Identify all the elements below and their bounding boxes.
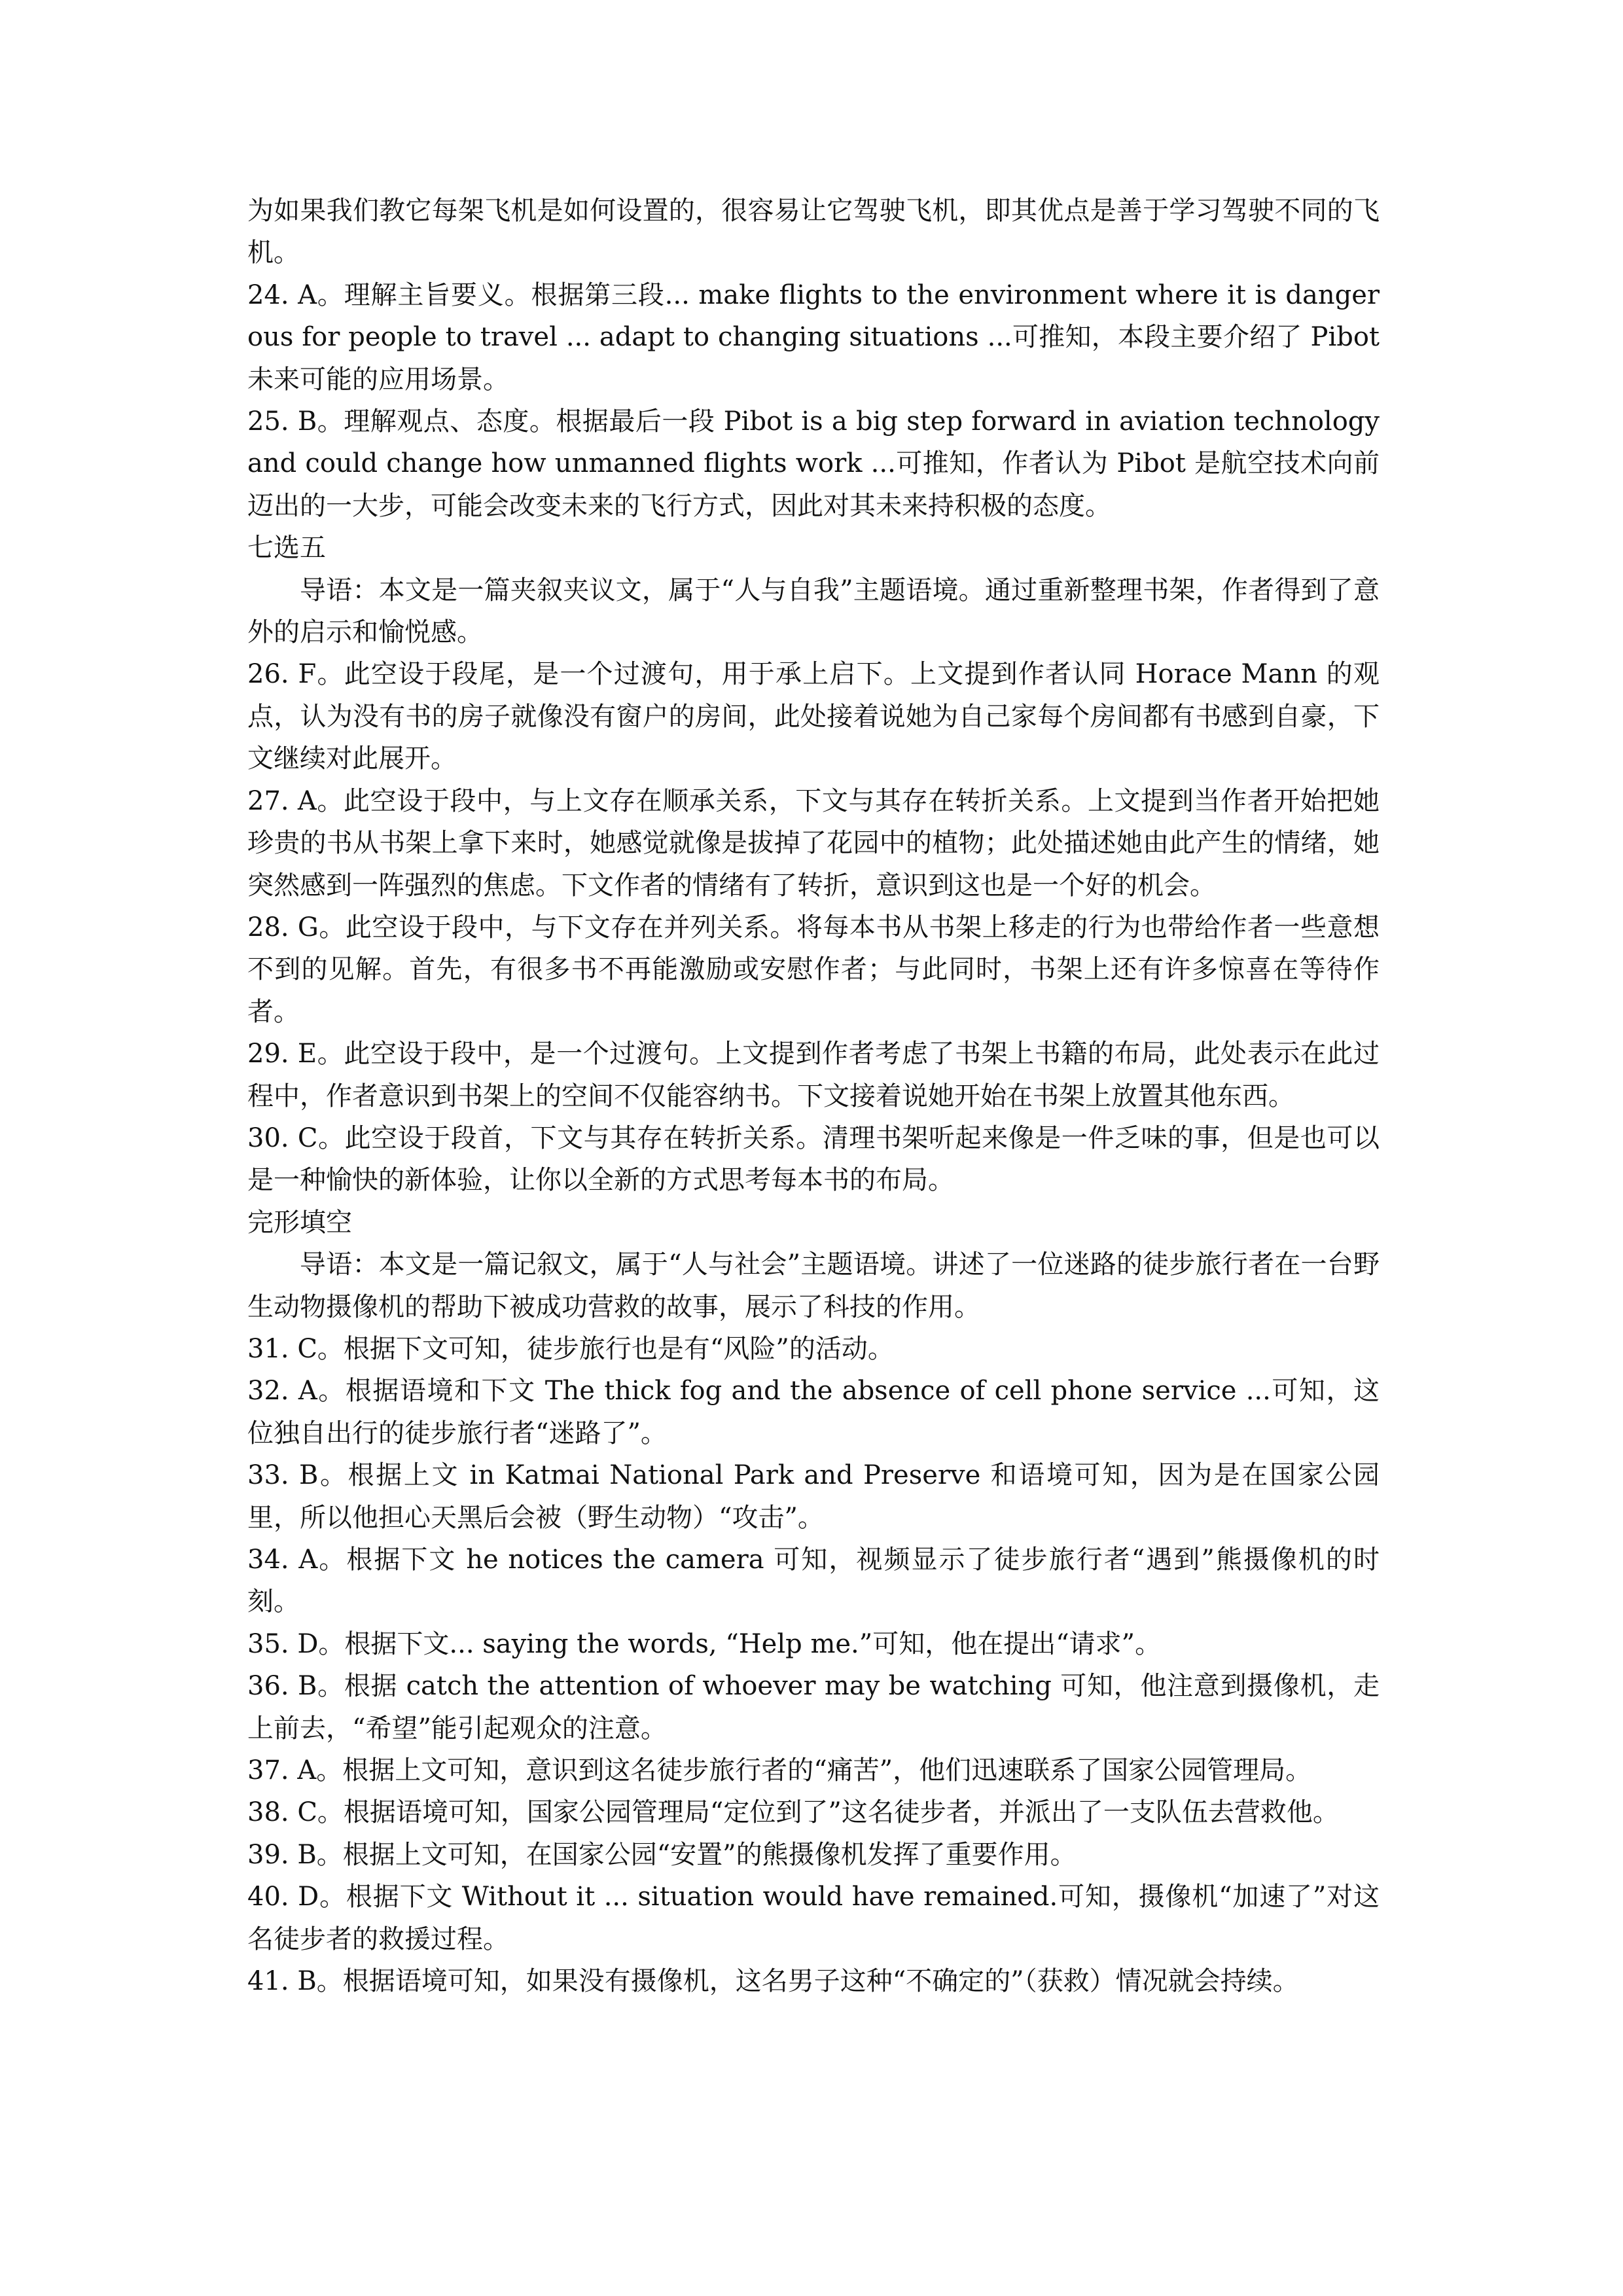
answer-27: 27. A。此空设于段中，与上文存在顺承关系，下文与其存在转折关系。上文提到当作者开始把她珍贵的书从书架上拿下来时，她感觉就像是拔掉了花园中的植物；此处描述她由此产生的情绪，她突然感到一阵强烈的焦虑。下文作者的情绪有了转折，意识到这也是一个好的机会。	[247, 785, 1380, 901]
answer-24: 24. A。理解主旨要义。根据第三段... make flights to the environment where it is dangerous for people to travel ... adapt to changing situations ...可推知，本段主要介绍了 Pibot 未来可能的应用场景。	[247, 279, 1380, 395]
answer-31: 31. C。根据下文可知，徒步旅行也是有“风险”的活动。	[247, 1333, 894, 1364]
answer-37: 37. A。根据上文可知，意识到这名徒步旅行者的“痛苦”，他们迅速联系了国家公园管理局。	[247, 1755, 1312, 1786]
answer-26: 26. F。此空设于段尾，是一个过渡句，用于承上启下。上文提到作者认同 Horace Mann 的观点，认为没有书的房子就像没有窗户的房间，此处接着说她为自己家每个房间都有书感到自豪，下文继续对此展开。	[247, 659, 1380, 774]
answer-39: 39. B。根据上文可知，在国家公园“安置”的熊摄像机发挥了重要作用。	[247, 1839, 1077, 1870]
answer-32: 32. A。根据语境和下文 The thick fog and the absence of cell phone service ...可知，这位独自出行的徒步旅行者“迷路了”。	[247, 1376, 1380, 1448]
answer-38: 38. C。根据语境可知，国家公园管理局“定位到了”这名徒步者，并派出了一支队伍去营救他。	[247, 1797, 1339, 1828]
intro-cloze: 导语：本文是一篇记叙文，属于“人与社会”主题语境。讲述了一位迷路的徒步旅行者在一台野生动物摄像机的帮助下被成功营救的故事，展示了科技的作用。	[247, 1249, 1380, 1322]
answer-34: 34. A。根据下文 he notices the camera 可知，视频显示了徒步旅行者“遇到”熊摄像机的时刻。	[247, 1545, 1380, 1617]
document-page	[247, 190, 1380, 2002]
answer-36: 36. B。根据 catch the attention of whoever may be watching 可知，他注意到摄像机，走上前去，“希望”能引起观众的注意。	[247, 1671, 1380, 1744]
answer-25: 25. B。理解观点、态度。根据最后一段 Pibot is a big step forward in aviation technology and could change how unmanned flights work ...可推知，作者认为 Pibot 是航空技术向前迈出的一大步，可能会改变未来的飞行方式，因此对其未来持积极的态度。	[247, 406, 1380, 521]
section-heading-cloze: 完形填空	[247, 1207, 352, 1238]
answer-35: 35. D。根据下文... saying the words, “Help me.”可知，他在提出“请求”。	[247, 1628, 1162, 1659]
intro-seven-choose-five: 导语：本文是一篇夹叙夹议文，属于“人与自我”主题语境。通过重新整理书架，作者得到了意外的启示和愉悦感。	[247, 575, 1380, 648]
paragraph-continuation: 为如果我们教它每架飞机是如何设置的，很容易让它驾驶飞机，即其优点是善于学习驾驶不同的飞机。	[247, 196, 1380, 268]
section-heading-seven-choose-five: 七选五	[247, 533, 326, 564]
answer-41: 41. B。根据语境可知，如果没有摄像机，这名男子这种“不确定的”（获救）情况就会持续。	[247, 1966, 1299, 1997]
answer-29: 29. E。此空设于段中，是一个过渡句。上文提到作者考虑了书架上书籍的布局，此处表示在此过程中，作者意识到书架上的空间不仅能容纳书。下文接着说她开始在书架上放置其他东西。	[247, 1039, 1380, 1111]
answer-28: 28. G。此空设于段中，与下文存在并列关系。将每本书从书架上移走的行为也带给作者一些意想不到的见解。首先，有很多书不再能激励或安慰作者；与此同时，书架上还有许多惊喜在等待作者。	[247, 912, 1380, 1027]
answer-40: 40. D。根据下文 Without it ... situation would have remained.可知，摄像机“加速了”对这名徒步者的救援过程。	[247, 1882, 1380, 1954]
answer-30: 30. C。此空设于段首，下文与其存在转折关系。清理书架听起来像是一件乏味的事，但是也可以是一种愉快的新体验，让你以全新的方式思考每本书的布局。	[247, 1122, 1380, 1196]
answer-33: 33. B。根据上文 in Katmai National Park and Preserve 和语境可知，因为是在国家公园里，所以他担心天黑后会被（野生动物）“攻击”。	[247, 1460, 1380, 1533]
